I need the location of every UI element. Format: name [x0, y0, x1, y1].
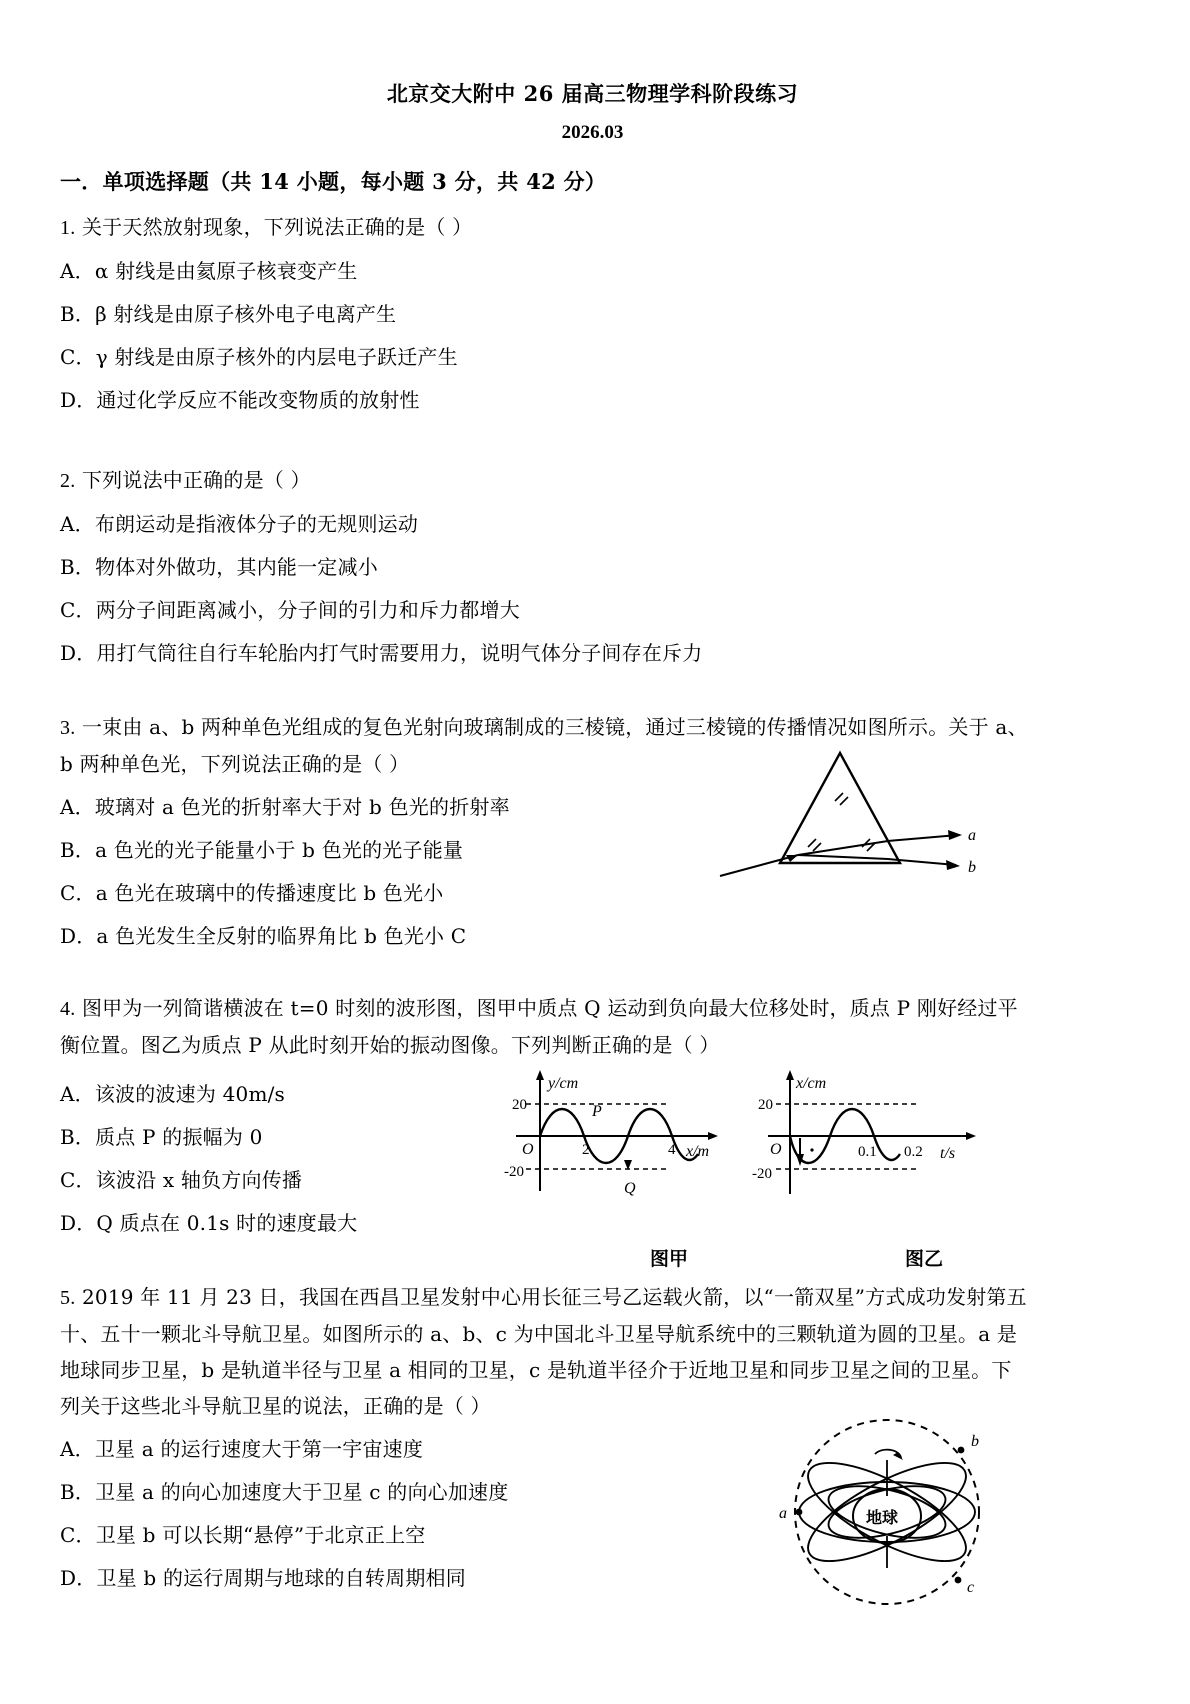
ray-label-b: b: [968, 859, 976, 876]
jia-xtick-4: 4: [668, 1142, 676, 1158]
question-3-option-a: A．玻璃对 a 色光的折射率大于对 b 色光的折射率: [60, 795, 510, 819]
prism-triangle-icon: [780, 753, 900, 863]
chart-waveform-jia: [504, 1070, 718, 1197]
incident-ray-icon: [720, 855, 798, 876]
jia-origin-label: O: [522, 1141, 534, 1158]
yi-ytick-neg: -20: [752, 1166, 772, 1182]
question-3-body: [60, 743, 1125, 951]
question-4-text-column: [60, 1066, 500, 1238]
internal-ray-b-icon: [798, 855, 888, 859]
orbit-label-a: a: [779, 1505, 787, 1522]
question-5: [60, 1282, 1125, 1596]
question-4-stem-line-2: 衡位置。图乙为质点 P 从此时刻开始的振动图像。下列判断正确的是（ ）: [60, 1033, 720, 1057]
earth-label: 地球: [866, 1508, 899, 1527]
question-1: [60, 212, 1125, 415]
question-1-number: 1.: [60, 217, 76, 239]
question-3-text-1: 一束由 a、b 两种单色光组成的复色光射向玻璃制成的三棱镜，通过三棱镜的传播情况如图所示。关于 a、: [81, 715, 1028, 739]
question-4-text-1: 图甲为一列简谐横波在 t=0 时刻的波形图，图甲中质点 Q 运动到负向最大位移处时，质点 P 刚好经过平: [81, 996, 1018, 1020]
prism-hatch-icon: [808, 793, 875, 851]
question-3: [60, 712, 1125, 951]
beidou-satellite-orbits-diagram: [765, 1408, 1025, 1623]
spacer: [60, 415, 1125, 449]
question-3-option-d: D．a 色光发生全反射的临界角比 b 色光小 C: [60, 924, 467, 948]
prism-svg: [710, 743, 1010, 903]
question-4: [60, 993, 1125, 1274]
jia-ytick-neg: -20: [504, 1164, 524, 1180]
question-3-stem-line-2: b 两种单色光，下列说法正确的是（ ）: [60, 752, 410, 776]
question-4-option-a: A．该波的波速为 40m/s: [60, 1082, 286, 1106]
question-5-option-b: B．卫星 a 的向心加速度大于卫星 c 的向心加速度: [60, 1480, 509, 1504]
question-5-option-c: C．卫星 b 可以长期“悬停”于北京正上空: [60, 1523, 426, 1547]
question-2-option-b: B．物体对外做功，其内能一定减小: [60, 555, 378, 579]
satellite-c-marker-icon: [955, 1577, 962, 1584]
question-4-option-b: B．质点 P 的振幅为 0: [60, 1125, 263, 1149]
question-3-number: 3.: [60, 717, 76, 739]
question-3-text-column: [60, 743, 700, 951]
yi-xtick-01: 0.1: [858, 1144, 877, 1160]
question-2-stem: [60, 465, 1125, 496]
orbit-label-c: c: [967, 1579, 975, 1596]
question-2-option-d: D．用打气筒往自行车轮胎内打气时需要用力，说明气体分子间存在斥力: [60, 641, 703, 665]
satellite-a-marker-icon: [796, 1509, 803, 1516]
yi-x-axis-label: t/s: [940, 1145, 956, 1162]
question-2-option-a: A．布朗运动是指液体分子的无规则运动: [60, 512, 419, 536]
satellite-orbits-svg: [765, 1408, 1015, 1623]
figure-caption-yi: 图乙: [905, 1248, 944, 1270]
question-2: [60, 465, 1125, 668]
jia-point-q-label: Q: [624, 1180, 636, 1197]
question-4-body: [60, 1066, 1125, 1238]
question-5-number: 5.: [60, 1287, 76, 1309]
question-5-option-d: D．卫星 b 的运行周期与地球的自转周期相同: [60, 1566, 466, 1590]
question-4-option-d: D．Q 质点在 0.1s 时的速度最大: [60, 1211, 358, 1235]
exam-date: 2026.03: [561, 122, 624, 143]
question-2-option-c: C．两分子间距离减小，分子间的引力和斥力都增大: [60, 598, 520, 622]
question-5-stem-line-4: 列关于这些北斗导航卫星的说法，正确的是（ ）: [60, 1394, 491, 1418]
question-1-stem: [60, 212, 1125, 243]
chart-oscillation-yi: [752, 1070, 976, 1194]
question-5-figure-column: [765, 1408, 1025, 1623]
jia-ytick-pos: 20: [512, 1097, 527, 1113]
question-2-text: 下列说法中正确的是（ ）: [81, 468, 311, 492]
question-1-option-b: B．β 射线是由原子核外电子电离产生: [60, 302, 397, 326]
wave-figures-svg: [500, 1066, 1060, 1216]
question-5-stem-line-1: [60, 1282, 1125, 1313]
yi-ytick-pos: 20: [758, 1097, 773, 1113]
satellite-b-marker-icon: [958, 1447, 965, 1454]
jia-xtick-2: 2: [582, 1142, 590, 1158]
question-5-option-a: A．卫星 a 的运行速度大于第一宇宙速度: [60, 1437, 424, 1461]
jia-point-p-label: P: [592, 1103, 602, 1120]
orbit-label-b: b: [971, 1433, 979, 1450]
question-4-figure-captions: [60, 1244, 1125, 1274]
question-1-option-a: A．α 射线是由氦原子核衰变产生: [60, 259, 358, 283]
jia-x-axis-label: x/m: [686, 1143, 710, 1160]
question-3-option-c: C．a 色光在玻璃中的传播速度比 b 色光小: [60, 881, 444, 905]
question-4-option-c: C．该波沿 x 轴负方向传播: [60, 1168, 303, 1192]
question-3-stem-line-1: [60, 712, 1125, 743]
question-5-text-block: [60, 1282, 1125, 1421]
section-heading: 一．单项选择题（共 14 小题，每小题 3 分，共 42 分）: [60, 169, 607, 194]
jia-y-axis-label: y/cm: [548, 1075, 579, 1092]
emergent-ray-a-icon: [888, 830, 962, 841]
question-5-stem-line-3: 地球同步卫星，b 是轨道半径与卫星 a 相同的卫星，c 是轨道半径介于近地卫星和同步卫星之间的卫星。下: [60, 1358, 1012, 1382]
question-5-options: [60, 1435, 780, 1593]
question-4-figure-column: [500, 1066, 1125, 1216]
question-1-option-c: C．γ 射线是由原子核外的内层电子跃迁产生: [60, 345, 458, 369]
page-content: [60, 0, 1125, 1596]
question-3-option-b: B．a 色光的光子能量小于 b 色光的光子能量: [60, 838, 464, 862]
figure-caption-jia: 图甲: [650, 1248, 689, 1270]
emergent-ray-b-icon: [888, 859, 960, 870]
spacer: [60, 668, 1125, 702]
yi-origin-label: O: [770, 1141, 782, 1158]
prism-refraction-diagram: [710, 743, 1010, 893]
question-3-figure-column: [700, 743, 1125, 893]
question-5-text-1: 2019 年 11 月 23 日，我国在西昌卫星发射中心用长征三号乙运载火箭，以“一箭双星”方式成功发射第五: [81, 1285, 1027, 1309]
yi-xtick-02: 0.2: [904, 1144, 923, 1160]
question-4-stem-line-1: [60, 993, 1125, 1024]
yi-y-axis-label: x/cm: [796, 1075, 827, 1092]
question-2-number: 2.: [60, 470, 76, 492]
question-5-stem-line-2: 十、五十一颗北斗导航卫星。如图所示的 a、b、c 为中国北斗卫星导航系统中的三颗轨道为圆的卫星。a 是: [60, 1322, 1018, 1346]
spacer: [60, 951, 1125, 985]
question-4-number: 4.: [60, 998, 76, 1020]
wave-figures: [500, 1066, 1020, 1216]
ray-label-a: a: [968, 827, 976, 844]
page-title: 北京交大附中 26 届高三物理学科阶段练习: [386, 81, 799, 106]
question-1-option-d: D．通过化学反应不能改变物质的放射性: [60, 388, 420, 412]
question-1-text: 关于天然放射现象，下列说法正确的是（ ）: [81, 215, 473, 239]
